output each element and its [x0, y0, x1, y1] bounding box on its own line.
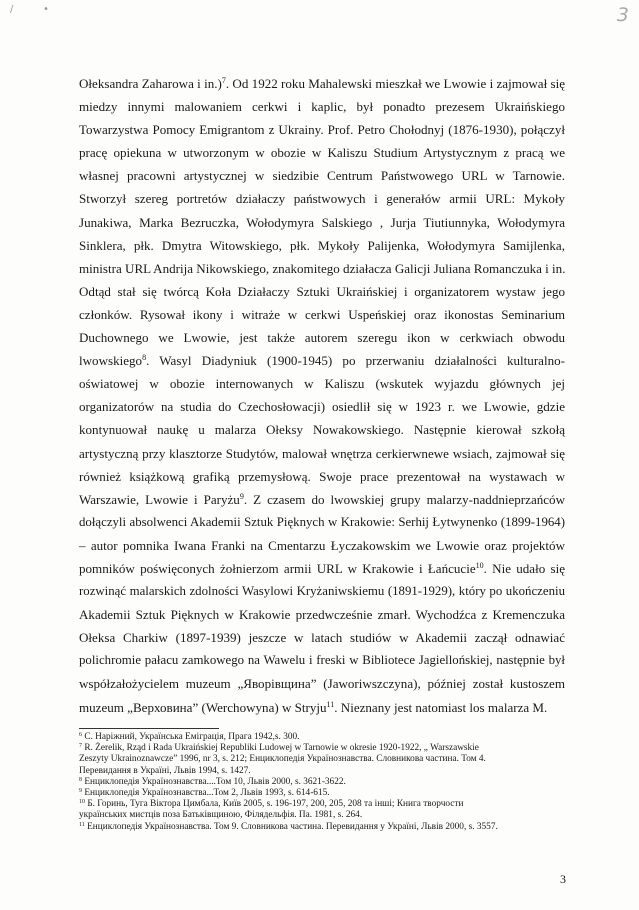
body-line: oświatowej w obozie internowanych w Kaliszu (wskutek wyjazdu głównych jej	[79, 376, 565, 392]
margin-mark: /	[10, 4, 14, 15]
footnote-marker[interactable]: 8	[142, 353, 147, 363]
footnote-marker[interactable]: 9	[239, 491, 244, 501]
body-line: Sinklera, płk. Dmytra Witowskiego, płk. Mykoły Palijenka, Wołodymyra Samijlenka,	[79, 237, 565, 253]
footnote-marker[interactable]: 11	[326, 699, 335, 709]
body-line: polichromie pałacu zamkowego na Wawelu i freski w Bibliotece Jagiellońskiej, następnie był	[79, 653, 565, 668]
body-text	[79, 72, 565, 719]
body-line: Ołeksa Charkiw (1897-1939) jeszcze w latach studiów w Akademii zaczął odnawiać	[79, 630, 565, 646]
footnote-line: Перевидання в Україні, Львів 1994, s. 1427.	[79, 765, 251, 776]
footnote-marker[interactable]: 10	[79, 799, 85, 806]
footnote-marker[interactable]: 11	[79, 821, 85, 828]
footnotes	[79, 732, 565, 833]
footnote-line: $^8$ Енциклопедія Українознавства....Том 10, Львів 2000, s. 3621-3622.	[79, 776, 346, 787]
footnote-marker[interactable]: 10	[475, 560, 484, 570]
body-line: kontynuował naukę u malarza Ołeksy Nowakowskiego. Następnie kierował szkołą	[79, 422, 565, 438]
body-line: muzeum „Верховина” (Werchowyna) w Stryju$^{11}$. Nieznany jest natomiast los malarza M.	[79, 699, 548, 715]
body-line: Akademii Sztuk Pięknych w Krakowie przedwcześnie zmarł. Wychodźca z Kremenczuka	[79, 607, 565, 623]
page-number: 3	[560, 872, 566, 886]
body-line: – autor pomnika Iwana Franki na Cmentarzu Łyczakowskim we Lwowie oraz projektów	[79, 537, 565, 553]
footnote-line: $^{11}$ Енциклопедія Українознавства. Том 9. Словникова частина. Перевидання у Україні, Львів 2000, s. 3557.	[79, 821, 498, 832]
body-line: Junakiwa, Marka Bezruczka, Wołodymyra Salskiego , Jurja Tiutiunnyka, Wołodymyra	[79, 214, 565, 230]
body-line: Duchownego we Lwowie, jest także autorem szeregu ikon w cerkwiach obwodu	[79, 330, 565, 346]
body-line: własnej pracowni artystycznej w siedzibie Centrum Państwowego URL w Tarnowie.	[79, 168, 565, 184]
body-line: członków. Rysował ikony i witraże w cerkwi Uspeńskiej oraz ikonostas Seminarium	[79, 306, 565, 322]
body-line: rozwinąć malarskich zdolności Wasylowi Kryżaniwskiemu (1891-1929), który po ukończeniu	[79, 584, 565, 599]
body-line: pracę opiekuna w utworzonym w obozie w Kaliszu Studium Artystycznym z pracą we	[79, 145, 565, 161]
handwritten-page-number: 3	[616, 4, 629, 26]
footnote-line: Zeszyty Ukrainoznawcze” 1996, nr 3, s. 212; Енциклопедія Українознавства. Словникова частина. Том 4.	[79, 754, 486, 765]
footnote-line: $^6$ С. Наріжний, Українська Еміграція, Прага 1942,s. 300.	[79, 732, 300, 742]
footnote-line: $^7$ R. Żerelik, Rząd i Rada Ukraińskiej Republiki Ludowej w Tarnowie w okresie 1920-1922, „ Warszawskie	[79, 743, 479, 754]
body-line: Ołeksandra Zaharowa i in.)$^7$. Od 1922 roku Mahalewski mieszkał we Lwowie i zajmował się	[79, 76, 566, 91]
footnote-line: $^9$ Енциклопедія Українознавства...Том 2, Львів 1993, s. 614-615.	[79, 788, 330, 799]
footnote-divider	[79, 728, 219, 729]
body-line: organizatorów na studia do Czechosłowacji) osiedlił się w 1923 r. we Lwowie, gdzie	[79, 399, 565, 415]
footnote-line: $^{10}$ Б. Горинь, Туга Віктора Цимбала, Київ 2005, s. 196-197, 200, 205, 208 та інші; Книга творчости	[79, 799, 464, 810]
body-line: Towarzystwa Pomocy Emigrantom z Ukrainy. Prof. Petro Chołodnyj (1876-1930), połączył	[79, 122, 565, 138]
body-line: pomników poświęconych żołnierzom armii URL w Krakowie i Łańcucie$^{10}$. Nie udało się	[79, 560, 565, 576]
body-line: dołączyli absolwenci Akademii Sztuk Pięknych w Krakowie: Serhij Łytwynenko (1899-1964)	[79, 514, 565, 529]
body-line: Stworzył szereg portretów działaczy państwowych i generałów armii URL: Mykoły	[79, 191, 565, 207]
body-line: artystyczną przy klasztorze Studytów, malował wnętrza cerkierwnewe wsiach, zajmował się	[79, 445, 565, 461]
body-line: miedzy innymi malowaniem cerkwi i kaplic, był ponadto prezesem Ukraińskiego	[79, 99, 565, 115]
footnote-marker[interactable]: 7	[221, 76, 226, 85]
body-line: Odtąd stał się twórcą Koła Działaczy Sztuki Ukraińskiej i organizatorem wystaw jego	[79, 283, 565, 299]
footnote-line: українських мистців поза Батьківщиною, Філядельфія. Па. 1981, s. 264.	[79, 810, 363, 821]
margin-mark: •	[43, 4, 49, 15]
footnote-marker[interactable]: 7	[79, 743, 82, 750]
body-line: ministra URL Andrija Nikowskiego, znakomitego działacza Galicji Juliana Romanczuka i in.	[79, 260, 566, 276]
body-line: współzałożycielem muzeum „Яворівщина” (Jaworiwszczyna), później został kustoszem	[79, 676, 565, 692]
body-line: Warszawie, Lwowie i Paryżu$^9$. Z czasem do lwowskiej grupy malarzy-naddnieprzańców	[79, 491, 565, 507]
footnote-marker[interactable]: 6	[79, 732, 82, 738]
footnote-marker[interactable]: 8	[79, 776, 82, 783]
body-line: również książkową grafiką przemysłową. Swoje prace prezentował na wystawach w	[79, 468, 565, 484]
body-line: lwowskiego$^8$. Wasyl Diadyniuk (1900-1945) po przerwaniu działalności kulturalno-	[79, 353, 565, 369]
footnote-marker[interactable]: 9	[79, 788, 82, 795]
